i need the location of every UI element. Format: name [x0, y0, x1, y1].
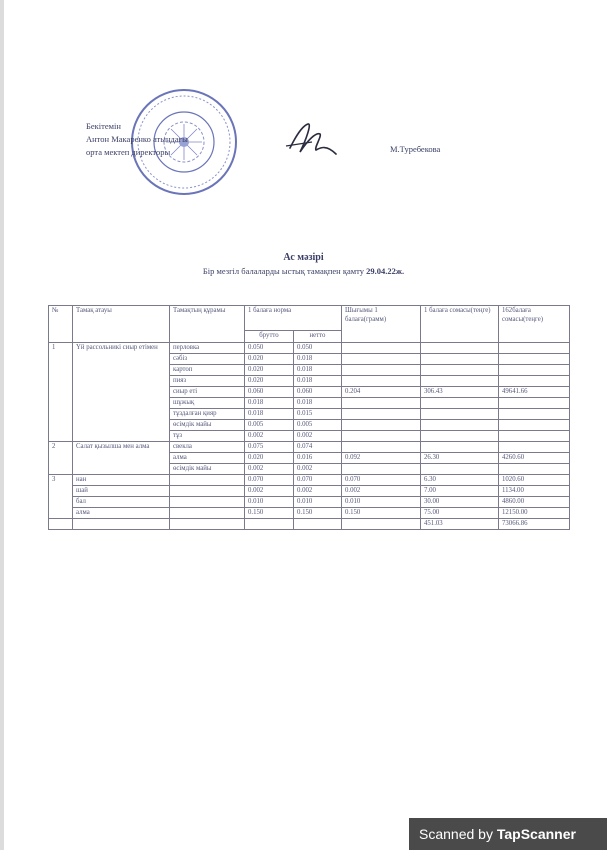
total-price-one: 451.03 [421, 519, 499, 530]
table-row [49, 486, 570, 497]
header-composition: Тамақтың құрамы [170, 306, 245, 343]
header-net: нетто [294, 331, 342, 343]
cell-price-total [499, 420, 570, 431]
cell-empty [342, 519, 421, 530]
table-row [49, 442, 570, 453]
cell-composition: алма [170, 453, 245, 464]
cell-composition [170, 497, 245, 508]
cell-gross: 0.050 [245, 343, 294, 354]
cell-net: 0.060 [294, 387, 342, 398]
cell-num: 1 [49, 343, 73, 442]
cell-portion: 0.010 [342, 497, 421, 508]
cell-net: 0.074 [294, 442, 342, 453]
cell-portion [342, 343, 421, 354]
cell-gross: 0.020 [245, 376, 294, 387]
cell-price-one [421, 365, 499, 376]
cell-portion: 0.070 [342, 475, 421, 486]
approval-line-3: орта мектеп директоры [86, 147, 171, 157]
signature [282, 118, 342, 166]
cell-price-total [499, 398, 570, 409]
cell-net: 0.002 [294, 464, 342, 475]
cell-gross: 0.020 [245, 365, 294, 376]
cell-portion [342, 431, 421, 442]
cell-portion [342, 409, 421, 420]
table-row [49, 475, 570, 486]
subtitle-date: 29.04.22ж. [366, 266, 405, 276]
cell-net: 0.010 [294, 497, 342, 508]
cell-composition: свекла [170, 442, 245, 453]
cell-net: 0.002 [294, 486, 342, 497]
cell-composition [170, 486, 245, 497]
cell-price-total: 1134.00 [499, 486, 570, 497]
cell-portion: 0.150 [342, 508, 421, 519]
cell-net: 0.018 [294, 365, 342, 376]
cell-price-total: 12150.00 [499, 508, 570, 519]
cell-gross: 0.020 [245, 453, 294, 464]
header-gross: брутто [245, 331, 294, 343]
cell-price-one [421, 376, 499, 387]
cell-price-one: 7.00 [421, 486, 499, 497]
cell-price-total [499, 409, 570, 420]
table-total-row [49, 519, 570, 530]
cell-net: 0.150 [294, 508, 342, 519]
scanner-badge-prefix: Scanned by [419, 826, 497, 842]
cell-net: 0.002 [294, 431, 342, 442]
cell-portion [342, 398, 421, 409]
cell-price-total [499, 442, 570, 453]
cell-price-one: 6.30 [421, 475, 499, 486]
cell-gross: 0.002 [245, 431, 294, 442]
cell-composition: пияз [170, 376, 245, 387]
scan-edge [0, 0, 4, 850]
menu-table-body [49, 343, 570, 530]
cell-gross: 0.070 [245, 475, 294, 486]
cell-price-one [421, 343, 499, 354]
cell-net: 0.018 [294, 354, 342, 365]
cell-portion: 0.092 [342, 453, 421, 464]
cell-net: 0.015 [294, 409, 342, 420]
cell-gross: 0.010 [245, 497, 294, 508]
cell-price-total [499, 354, 570, 365]
cell-composition [170, 508, 245, 519]
table-row [49, 508, 570, 519]
cell-portion [342, 365, 421, 376]
cell-portion [342, 464, 421, 475]
page-title: Ас мәзірі [283, 252, 324, 263]
cell-price-one: 26.30 [421, 453, 499, 464]
menu-table [48, 305, 570, 530]
cell-composition: өсімдік майы [170, 420, 245, 431]
header-price-one: 1 балаға сомасы(теңге) [421, 306, 499, 343]
header-portion: Шығымы 1 балаға(грамм) [342, 306, 421, 343]
signer-name: М.Туребекова [390, 144, 441, 154]
cell-dish-name: Салат қызылша мен алма [73, 442, 170, 475]
scanner-badge-brand: TapScanner [496, 826, 576, 842]
cell-dish-name: Үй рассольникі сиыр етімен [73, 343, 170, 442]
approval-line-1: Бекітемін [86, 121, 121, 131]
cell-price-one: 30.00 [421, 497, 499, 508]
header-norm: 1 балаға норма [245, 306, 342, 331]
cell-price-total [499, 365, 570, 376]
cell-empty [73, 519, 170, 530]
cell-gross: 0.002 [245, 464, 294, 475]
cell-num: 2 [49, 442, 73, 475]
cell-num: 3 [49, 475, 73, 519]
cell-composition: шұжық [170, 398, 245, 409]
cell-dish-name: шай [73, 486, 170, 497]
cell-net: 0.070 [294, 475, 342, 486]
cell-gross: 0.005 [245, 420, 294, 431]
cell-price-total [499, 343, 570, 354]
cell-net: 0.018 [294, 376, 342, 387]
cell-dish-name: алма [73, 508, 170, 519]
cell-price-one [421, 442, 499, 453]
cell-portion [342, 442, 421, 453]
cell-price-one [421, 420, 499, 431]
table-row [49, 497, 570, 508]
cell-composition [170, 475, 245, 486]
cell-price-one [421, 354, 499, 365]
cell-price-total: 49641.66 [499, 387, 570, 398]
cell-composition: сәбіз [170, 354, 245, 365]
cell-price-one [421, 398, 499, 409]
page-subtitle [0, 266, 607, 276]
cell-gross: 0.020 [245, 354, 294, 365]
total-price-total: 73066.86 [499, 519, 570, 530]
subtitle-text: Бір мезгіл балаларды ыстық тамақпен қамту [202, 266, 364, 276]
cell-net: 0.050 [294, 343, 342, 354]
cell-price-one [421, 464, 499, 475]
cell-price-total [499, 464, 570, 475]
cell-gross: 0.150 [245, 508, 294, 519]
cell-composition: тұздалған қияр [170, 409, 245, 420]
cell-composition: өсімдік майы [170, 464, 245, 475]
cell-price-total: 1020.60 [499, 475, 570, 486]
table-header-row [49, 306, 570, 331]
cell-dish-name: бал [73, 497, 170, 508]
cell-portion [342, 376, 421, 387]
cell-composition: тұз [170, 431, 245, 442]
cell-composition: перловка [170, 343, 245, 354]
cell-composition: картоп [170, 365, 245, 376]
header-name: Тамақ атауы [73, 306, 170, 343]
cell-gross: 0.060 [245, 387, 294, 398]
cell-price-one [421, 431, 499, 442]
cell-price-one: 306.43 [421, 387, 499, 398]
cell-composition: сиыр еті [170, 387, 245, 398]
cell-portion [342, 354, 421, 365]
cell-gross: 0.002 [245, 486, 294, 497]
cell-empty [49, 519, 73, 530]
cell-price-total [499, 376, 570, 387]
cell-price-total [499, 431, 570, 442]
cell-gross: 0.018 [245, 398, 294, 409]
cell-price-total: 4260.60 [499, 453, 570, 464]
cell-price-one [421, 409, 499, 420]
table-row [49, 343, 570, 354]
cell-gross: 0.018 [245, 409, 294, 420]
scanner-badge [409, 818, 607, 850]
cell-portion [342, 420, 421, 431]
cell-empty [245, 519, 294, 530]
approval-line-2: Антон Макаренко атындағы [86, 134, 188, 144]
cell-empty [170, 519, 245, 530]
header-num: № [49, 306, 73, 343]
cell-price-one: 75.00 [421, 508, 499, 519]
cell-net: 0.005 [294, 420, 342, 431]
cell-empty [294, 519, 342, 530]
cell-portion: 0.204 [342, 387, 421, 398]
approval-block [86, 120, 188, 159]
cell-dish-name: нан [73, 475, 170, 486]
header-price-total: 162балаға сомасы(теңге) [499, 306, 570, 343]
cell-portion: 0.002 [342, 486, 421, 497]
cell-gross: 0.075 [245, 442, 294, 453]
cell-price-total: 4860.00 [499, 497, 570, 508]
cell-net: 0.016 [294, 453, 342, 464]
cell-net: 0.018 [294, 398, 342, 409]
